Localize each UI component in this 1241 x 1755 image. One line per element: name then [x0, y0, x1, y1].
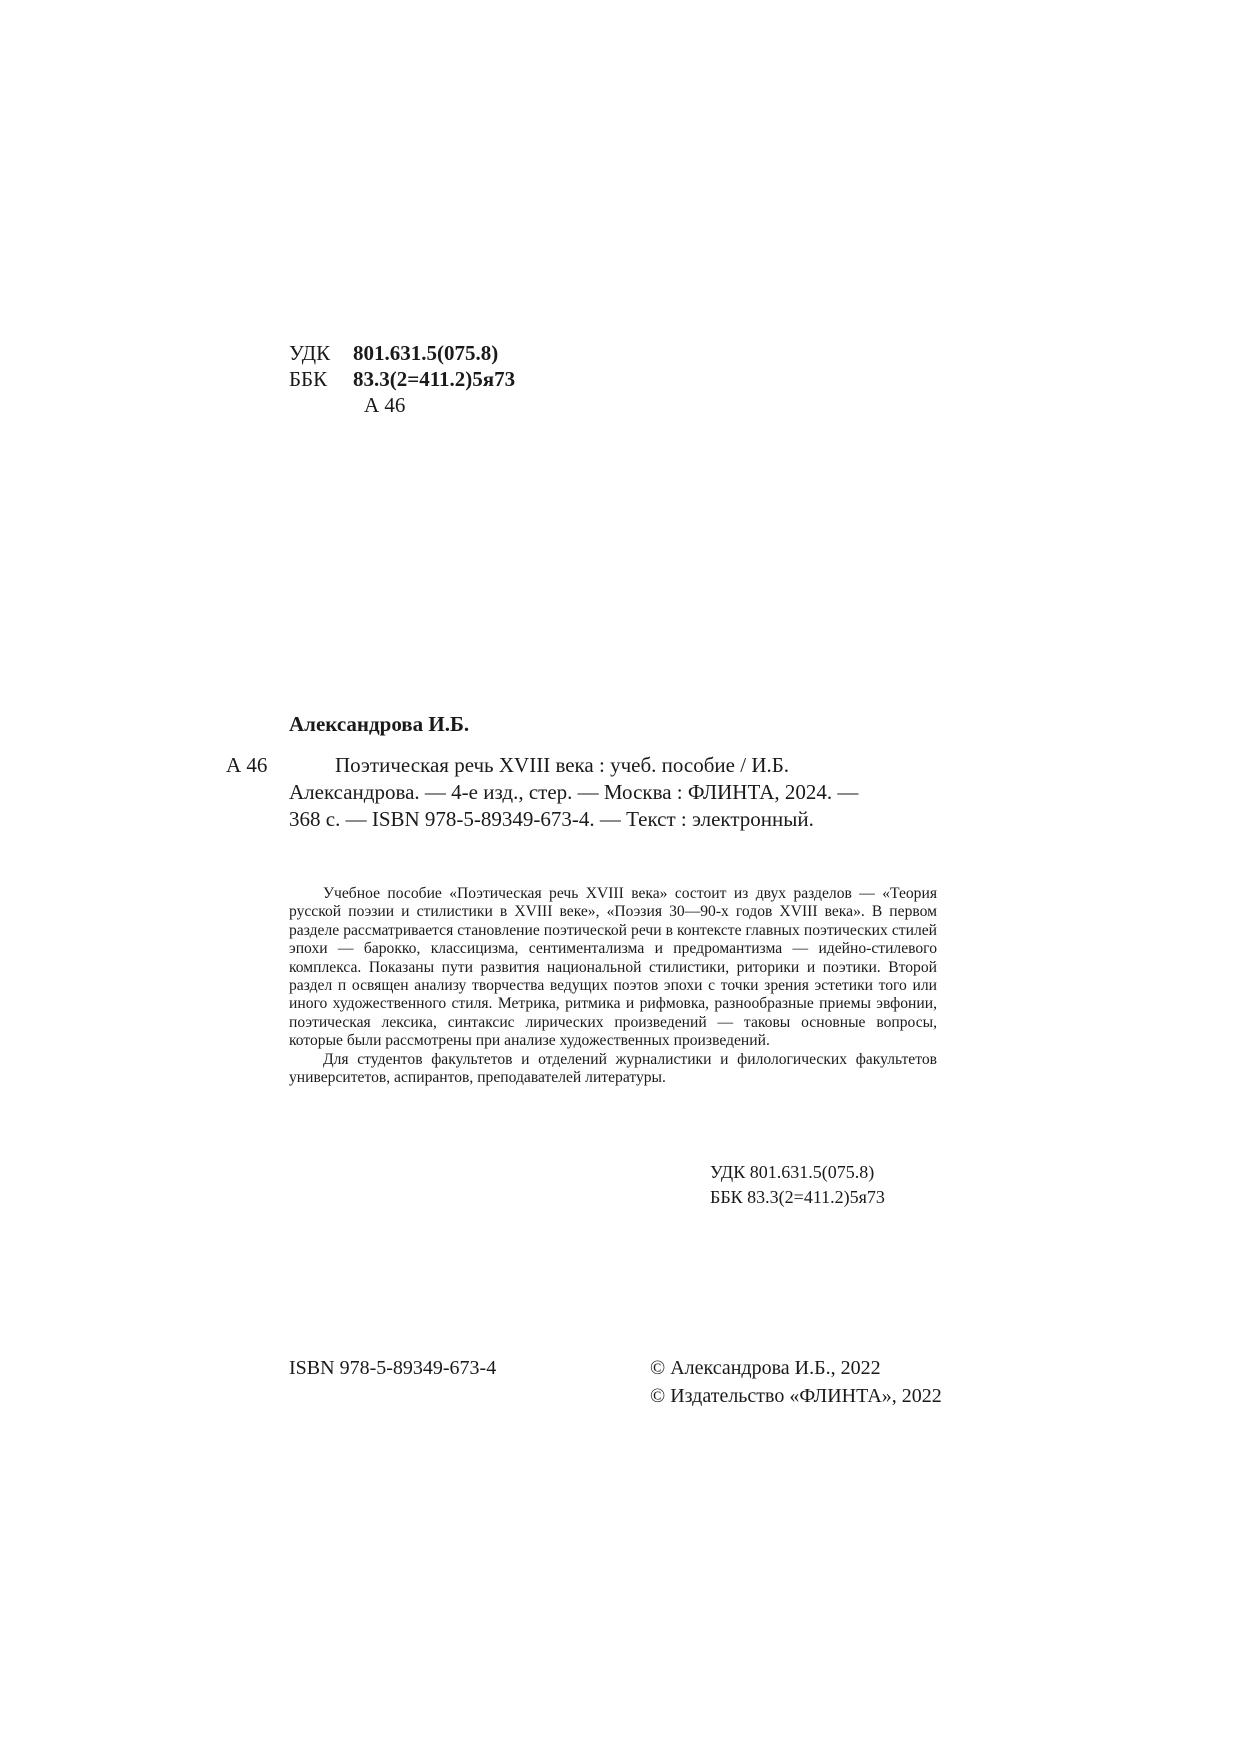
author-heading: Александрова И.Б.	[289, 712, 470, 736]
annotation	[289, 885, 937, 1087]
copyright-author: © Александрова И.Б., 2022	[650, 1357, 881, 1379]
bbk-code: ББК 83.3(2=411.2)5я73	[710, 1187, 885, 1207]
bib-title-line-1: Поэтическая речь XVIII века : учеб. пособие / И.Б.	[335, 753, 790, 777]
udk-value: 801.631.5(075.8)	[353, 341, 499, 365]
bbk-value: 83.3(2=411.2)5я73	[353, 367, 516, 391]
bbk-label: ББК	[289, 367, 328, 391]
udk-row	[289, 340, 498, 366]
copyright-publisher: © Издательство «ФЛИНТА», 2022	[650, 1385, 942, 1407]
udk-code: УДК 801.631.5(075.8)	[710, 1162, 875, 1182]
annotation-paragraph-1: Учебное пособие «Поэтическая речь XVIII века» состоит из двух разделов — «Теория русской поэзии и стилистики в XVIII веке», «Поэзия 30—90-х годов XVIII века». В первом разделе рассматривается становление поэтической речи в контексте главных поэтических стилей эпохи — барокко, классицизма, сентиментализма и предромантизма — идейно-стилевого комплекса. Показаны пути развития национальной стилистики, риторики и поэтики. Второй раздел п освящен анализу творчества ведущих поэтов эпохи с точки зрения эстетики того или иного художественного стиля. Метрика, ритмика и рифмовка, разнообразные приемы эвфонии, поэтическая лексика, синтаксис лирических произведений — таковы основные вопросы, которые были рассмотрены при анализе художественных произведений.	[289, 885, 937, 1050]
bbk-row	[289, 366, 515, 392]
isbn: ISBN 978-5-89349-673-4	[289, 1357, 497, 1379]
bib-title-line-3: 368 с. — ISBN 978-5-89349-673-4. — Текст : электронный.	[289, 807, 814, 831]
author-mark-top: А 46	[364, 393, 406, 417]
bib-title-line-2: Александрова. — 4-е изд., стер. — Москва : ФЛИНТА, 2024. —	[289, 780, 859, 804]
annotation-paragraph-2: Для студентов факультетов и отделений журналистики и филологических факультетов университетов, аспирантов, преподавателей литературы.	[289, 1050, 937, 1087]
author-mark-margin: А 46	[226, 753, 268, 777]
udk-label: УДК	[289, 341, 331, 365]
